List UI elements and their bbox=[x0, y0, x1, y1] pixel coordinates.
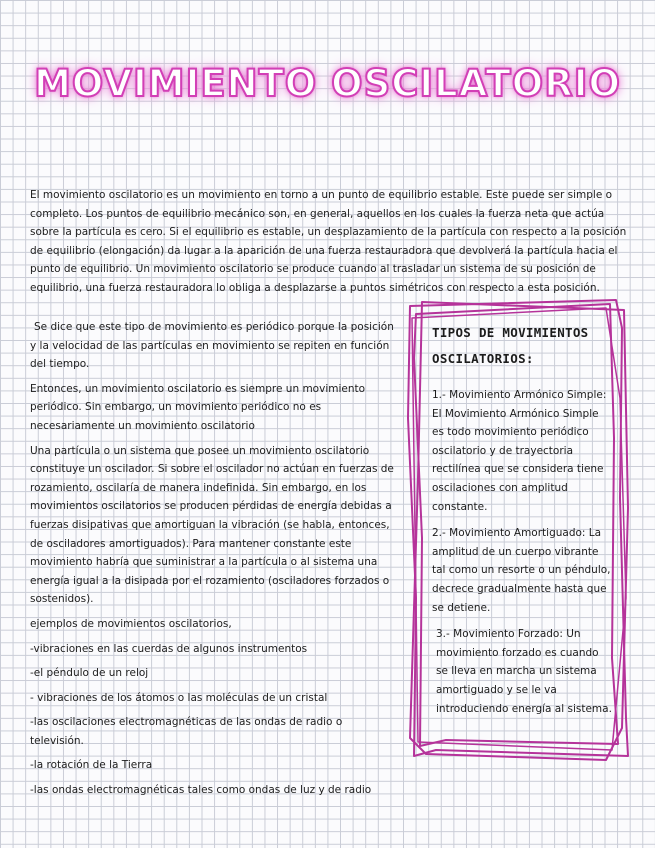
left-column bbox=[30, 318, 398, 806]
intro-paragraph: El movimiento oscilatorio es un movimiento en torno a un punto de equilibrio estable. Este puede ser simple o completo. Los puntos de equilibrio mecánico son, en general, aquellos en los cuales la fuerza neta que actúa sobre la partícula es cero. Si el equilibrio es estable, un desplazamiento de la partícula con respecto a la posición de equilibrio (elongación) da lugar a la aparición de una fuerza restauradora que devolverá la partícula hacia el punto de equilibrio. Un movimiento oscilatorio se produce cuando al trasladar un sistema de su posición de equilibrio, una fuerza restauradora lo obliga a desplazarse a puntos simétricos con respecto a esta posición. bbox=[30, 189, 627, 294]
examples-title: ejemplos de movimientos oscilatorios, bbox=[30, 617, 232, 630]
type-item-damped: 2.- Movimiento Amortiguado: La amplitud de un cuerpo vibrante tal como un resorte o un péndulo, decrece gradualmente hasta que se detiene. bbox=[432, 527, 611, 614]
page-title: MOVIMIENTO OSCILATORIO bbox=[34, 62, 621, 105]
paragraph-oscillatory: Entonces, un movimiento oscilatorio es siempre un movimiento periódico. Sin embargo, un movimiento periódico no es necesariamente un movimiento oscilatorio bbox=[30, 382, 366, 432]
example-item: -las oscilaciones electromagnéticas de las ondas de radio o televisión. bbox=[30, 716, 343, 747]
example-item: - vibraciones de los átomos o las moléculas de un cristal bbox=[30, 691, 328, 704]
type-item-simple: 1.- Movimiento Armónico Simple: El Movimiento Armónico Simple es todo movimiento periódico oscilatorio y de trayectoria rectilínea que se considera tiene oscilaciones con amplitud constante. bbox=[432, 389, 607, 513]
paragraph-periodic: Se dice que este tipo de movimiento es periódico porque la posición y la velocidad de las partículas en movimiento se repiten en función del tiempo. bbox=[30, 321, 394, 371]
box-title: TIPOS DE MOVIMIENTOS OSCILATORIOS: bbox=[432, 325, 589, 366]
example-item: -las ondas electromagnéticas tales como ondas de luz y de radio bbox=[30, 784, 372, 797]
type-item-forced: 3.- Movimiento Forzado: Un movimiento forzado es cuando se lleva en marcha un sistema amortiguado y se le va introduciendo energía al sistema. bbox=[436, 628, 612, 715]
paragraph-oscillator: Una partícula o un sistema que posee un movimiento oscilatorio constituye un oscilador. Si sobre el oscilador no actúan en fuerzas de rozamiento, oscilaría de manera indefinida. Sin embargo, en los movimientos oscilatorios se producen pérdidas de energía debidas a fuerzas disipativas que amortiguan la vibración (se habla, entonces, de osciladores amortiguados). Para mantener constante este movimiento habría que suministrar a la partícula o al sistema una energía igual a la disipada por el rozamiento (osciladores forzados o sostenidos). bbox=[30, 444, 394, 606]
types-box bbox=[420, 310, 620, 750]
example-item: -el péndulo de un reloj bbox=[30, 667, 149, 680]
example-item: -vibraciones en las cuerdas de algunos instrumentos bbox=[30, 642, 308, 655]
example-item: -la rotación de la Tierra bbox=[30, 759, 153, 772]
